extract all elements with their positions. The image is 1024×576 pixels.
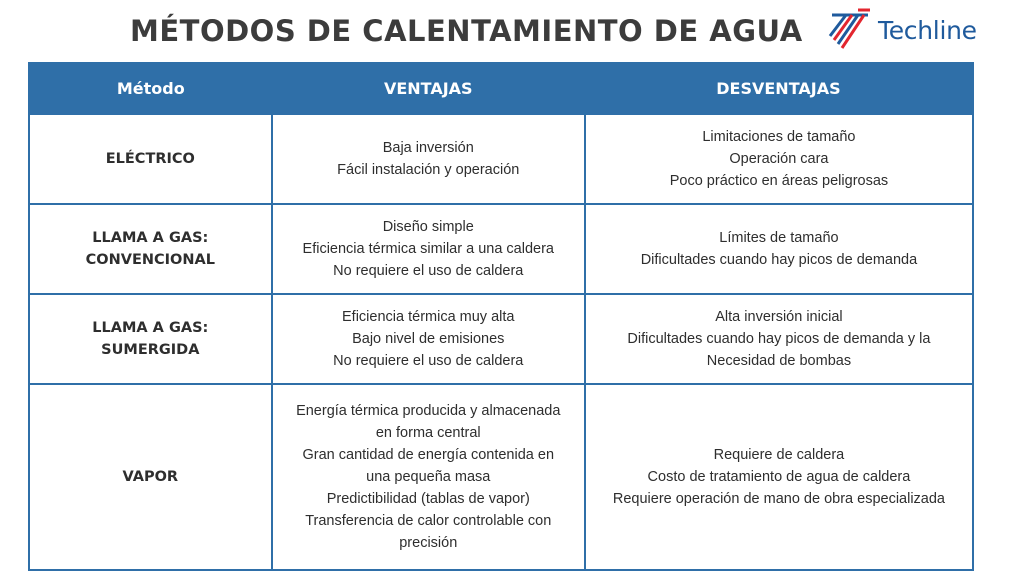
desventaja-item: Costo de tratamiento de agua de caldera [647,469,911,485]
ventaja-item: Bajo nivel de emisiones [352,331,505,347]
ventaja-item: No requiere el uso de caldera [333,263,524,279]
ventajas-cell [272,204,585,294]
ventajas-cell [272,114,585,204]
water-heating-methods-table [28,62,974,571]
ventaja-item: Diseño simple [382,219,474,235]
desventaja-item: Alta inversión inicial [715,309,843,325]
header-metodo: Método [29,63,272,114]
desventaja-item: Dificultades cuando hay picos de demanda [640,252,918,268]
desventajas-cell [585,384,973,570]
page-title: MÉTODOS DE CALENTAMIENTO DE AGUA [130,14,803,48]
method-cell [29,204,272,294]
ventaja-item: Predictibilidad (tablas de vapor) [326,491,530,507]
method-label: SUMERGIDA [101,342,200,358]
desventaja-item: Dificultades cuando hay picos de demanda y la [627,331,931,347]
ventaja-item: precisión [399,535,458,551]
ventaja-item: Transferencia de calor controlable con [305,513,552,529]
table-row-electrico [29,114,973,204]
logo-text: Techline [878,15,977,45]
ventaja-item: Eficiencia térmica muy alta [342,309,515,325]
ventajas-cell [272,384,585,570]
desventaja-item: Poco práctico en áreas peligrosas [669,173,889,189]
desventaja-item: Operación cara [729,151,829,167]
desventajas-cell [585,294,973,384]
table-row-gas-convencional [29,204,973,294]
table-header-row [29,63,973,114]
desventajas-cell [585,114,973,204]
table-row-gas-sumergida [29,294,973,384]
techline-stripes-logo-icon [828,6,872,55]
techline-logo [828,8,977,52]
method-label: LLAMA A GAS: [92,230,209,246]
method-cell [29,384,272,570]
desventaja-item: Límites de tamaño [719,230,839,246]
ventaja-item: Gran cantidad de energía contenida en [302,447,555,463]
table-row-vapor [29,384,973,570]
desventaja-item: Requiere operación de mano de obra especializada [612,491,945,507]
method-cell [29,114,272,204]
header-desventajas: DESVENTAJAS [585,63,973,114]
ventaja-item: No requiere el uso de caldera [333,353,524,369]
ventaja-item: una pequeña masa [366,469,491,485]
ventaja-item: Baja inversión [382,140,474,156]
ventajas-cell [272,294,585,384]
method-label: ELÉCTRICO [105,151,195,167]
method-label: VAPOR [122,469,179,485]
ventaja-item: Eficiencia térmica similar a una caldera [302,241,554,257]
ventaja-item: Energía térmica producida y almacenada [296,403,561,419]
desventajas-cell [585,204,973,294]
method-label: CONVENCIONAL [85,252,215,268]
ventaja-item: Fácil instalación y operación [337,162,520,178]
desventaja-item: Requiere de caldera [713,447,845,463]
method-cell [29,294,272,384]
desventaja-item: Limitaciones de tamaño [702,129,856,145]
ventaja-item: en forma central [375,425,481,441]
desventaja-item: Necesidad de bombas [706,353,852,369]
method-label: LLAMA A GAS: [92,320,209,336]
header-ventajas: VENTAJAS [272,63,585,114]
